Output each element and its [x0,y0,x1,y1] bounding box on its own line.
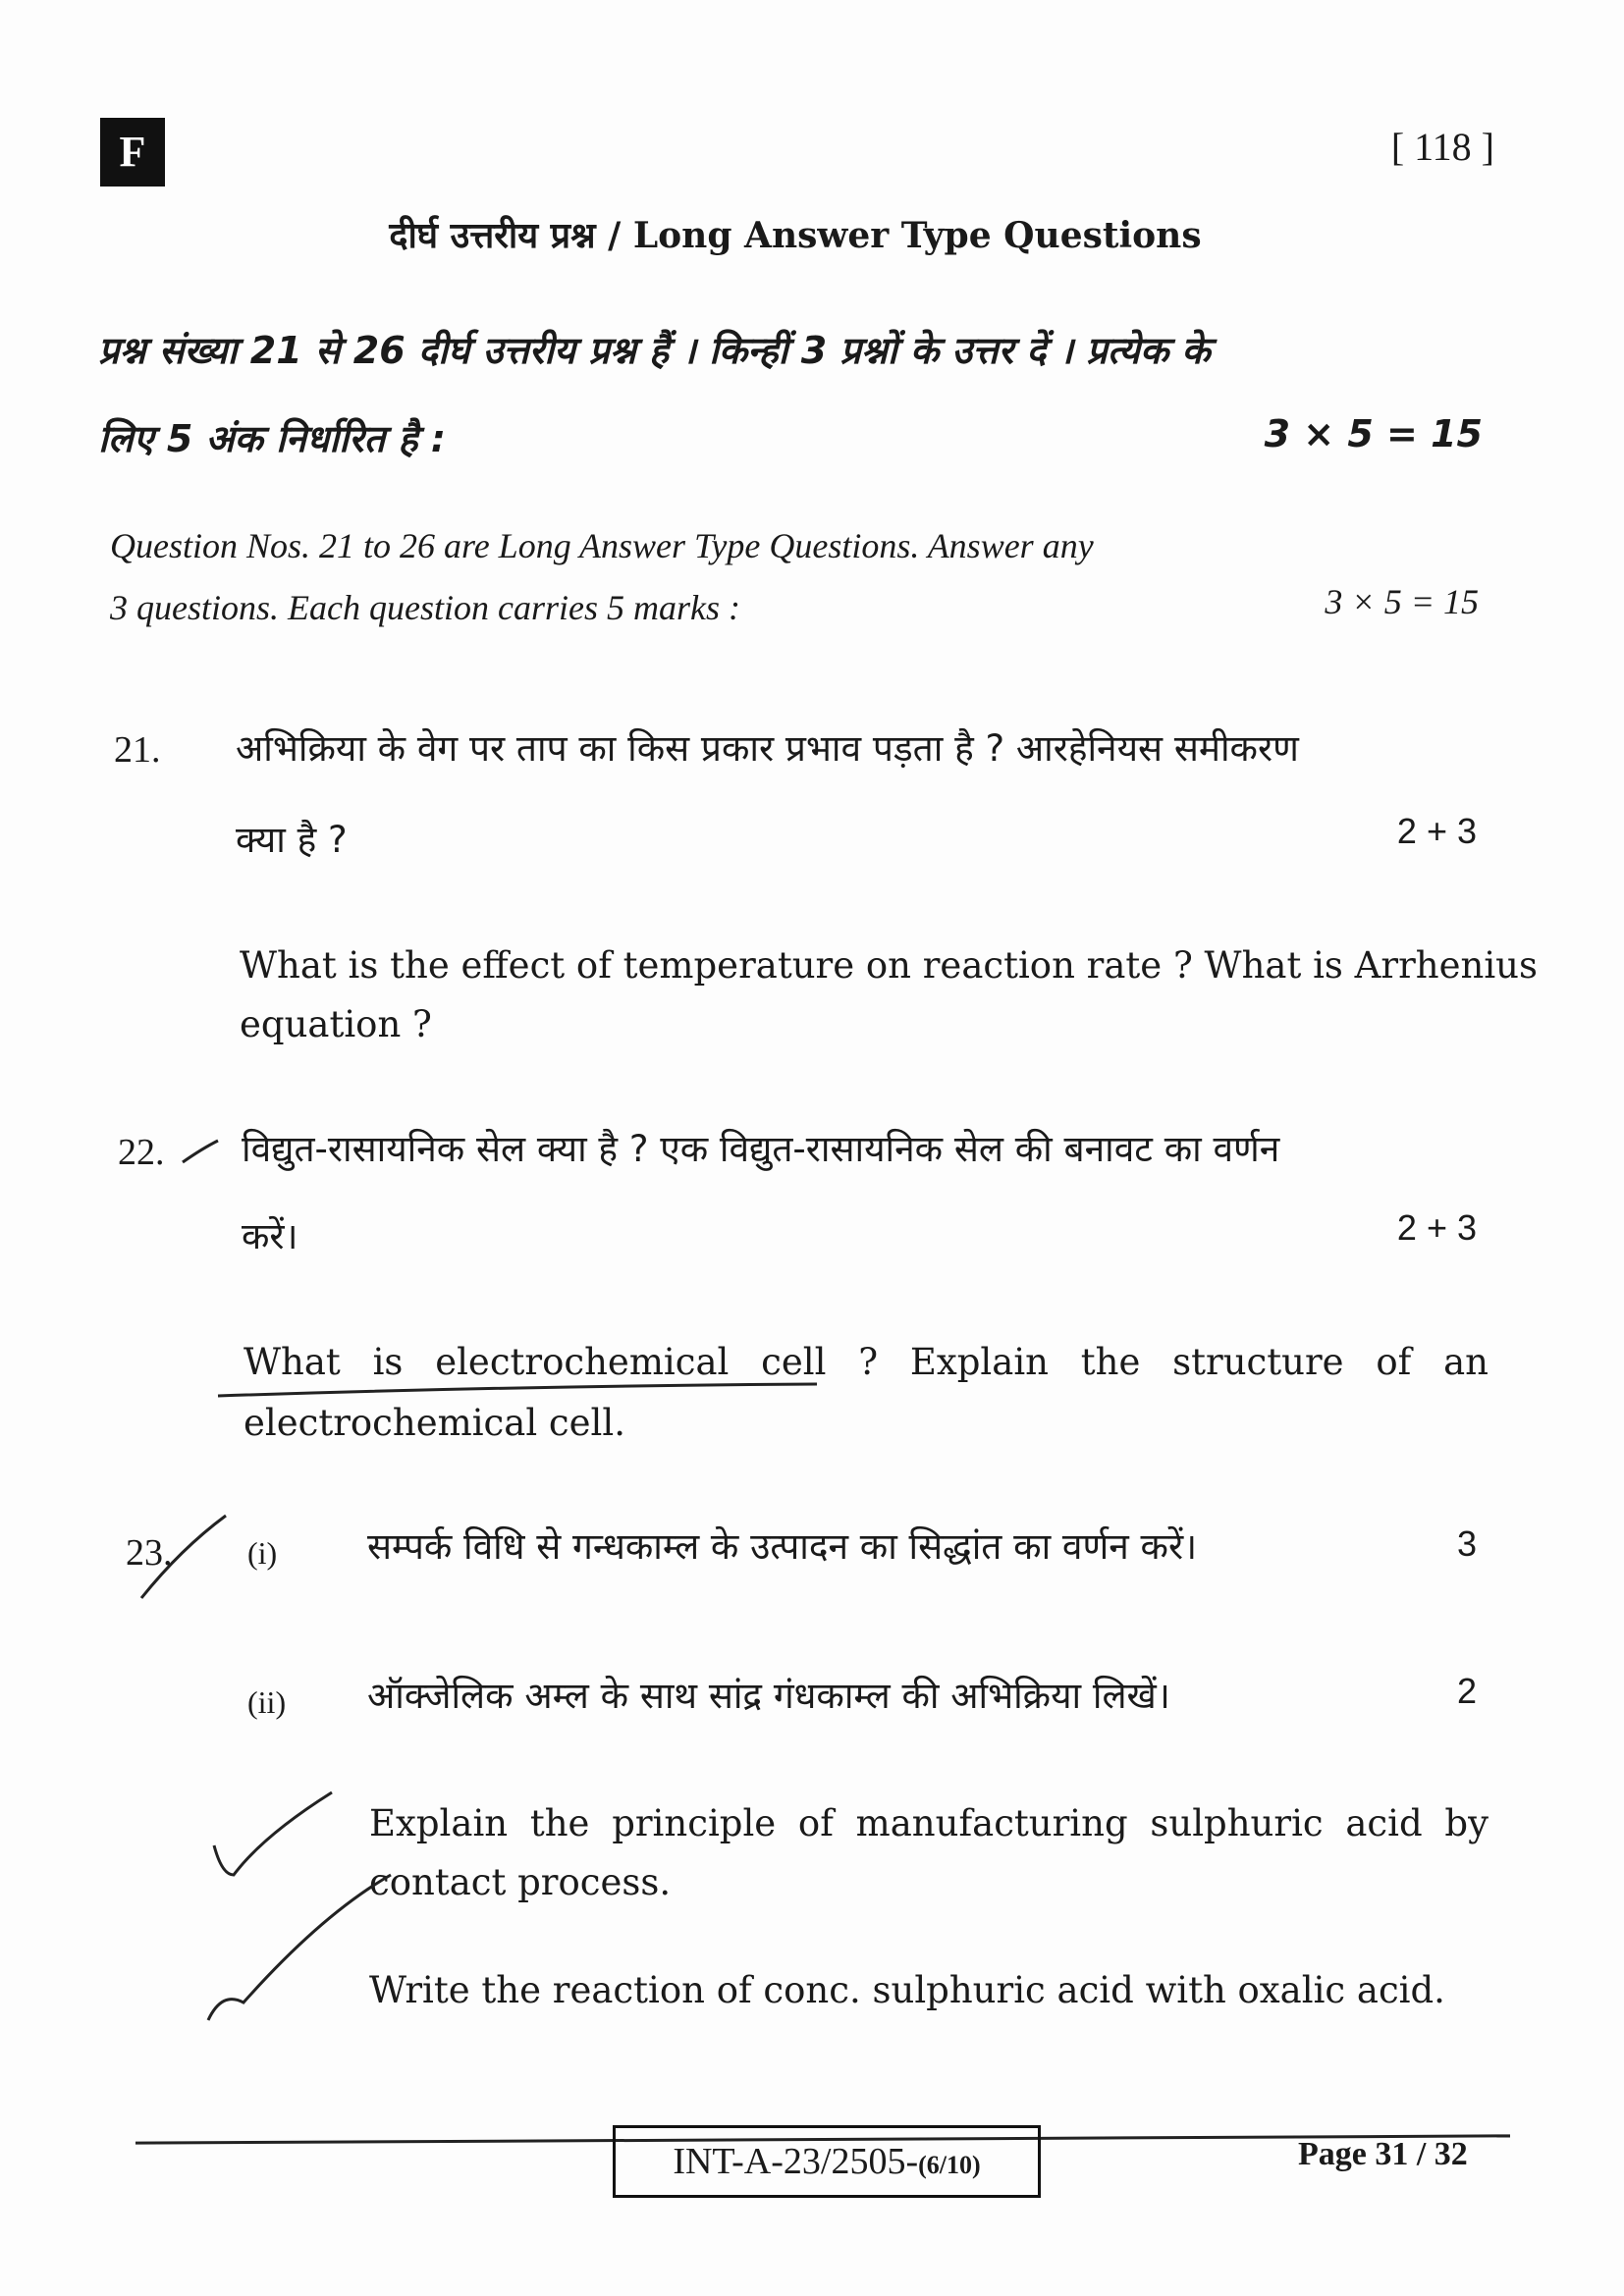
question-english-line2: equation ? [240,1003,432,1045]
instruction-english-line2: 3 questions. Each question carries 5 marks : [110,588,740,627]
part-marks: 3 [1456,1523,1477,1564]
instruction-hindi-line2: लिए 5 अंक निर्धारित है : [98,417,446,460]
paper-code-box [613,2125,1041,2198]
question-english-line1: What is the effect of temperature on reaction rate ? What is Arrhenius [240,944,1538,987]
question-english-line2: electrochemical cell. [244,1402,625,1444]
instruction-hindi-marks: 3 × 5 = 15 [1264,412,1483,455]
part-hindi: सम्पर्क विधि से गन्धकाम्ल के उत्पादन का सिद्धांत का वर्णन करें। [367,1525,1198,1568]
paper-number: [ 118 ] [1390,125,1494,169]
part-marks: 2 [1456,1671,1477,1711]
part-english-line1: Explain the principle of manufacturing sulphuric acid by [369,1802,1489,1844]
question-number: 22. [118,1132,165,1173]
question-english-line1: What is electrochemical cell ? Explain the structure of an [244,1341,1489,1383]
set-label-badge: F [100,118,165,187]
question-hindi-line1: अभिक्रिया के वेग पर ताप का किस प्रकार प्रभाव पड़ता है ? आरहेनियस समीकरण [236,727,1299,770]
question-number: 23. [126,1532,173,1574]
instruction-english-line1: Question Nos. 21 to 26 are Long Answer Type Questions. Answer any [110,526,1094,565]
question-number: 21. [114,729,161,771]
part-label: (ii) [247,1684,287,1720]
part-english-line1: Write the reaction of conc. sulphuric acid with oxalic acid. [369,1969,1445,2011]
question-marks: 2 + 3 [1396,811,1477,851]
paper-code-suffix: (6/10) [918,2151,981,2179]
question-hindi-line2: क्या है ? [236,819,348,861]
question-hindi-line1: विद्युत-रासायनिक सेल क्या है ? एक विद्युत-रासायनिक सेल की बनावट का वर्णन [242,1128,1280,1170]
question-marks: 2 + 3 [1396,1207,1477,1248]
section-title: दीर्घ उत्तरीय प्रश्न / Long Answer Type Questions [389,215,1202,256]
page-number: Page 31 / 32 [1298,2136,1468,2172]
paper-code: INT-A-23/2505- [673,2141,919,2182]
instruction-english-marks: 3 × 5 = 15 [1325,582,1479,621]
part-label: (i) [247,1535,278,1571]
instruction-hindi-line1: प्रश्न संख्या 21 से 26 दीर्घ उत्तरीय प्रश्न हैं । किन्हीं 3 प्रश्नों के उत्तर दें । प्रत्येक के [98,329,1211,372]
part-english-line2: contact process. [369,1861,672,1903]
part-hindi: ऑक्जेलिक अम्ल के साथ सांद्र गंधकाम्ल की अभिक्रिया लिखें। [367,1675,1170,1717]
question-hindi-line2: करें। [242,1215,298,1257]
